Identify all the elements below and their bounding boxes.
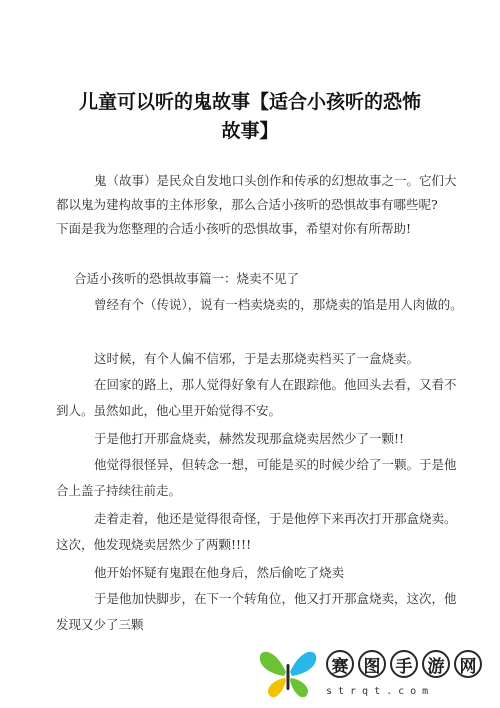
body-line: 于是他加快脚步，在下一个转角位，他又打开那盒烧卖，这次，他 — [94, 591, 457, 606]
watermark-char: 游 — [422, 650, 450, 678]
butterfly-logo-icon — [256, 646, 320, 702]
body-line: 在回家的路上，那人觉得好象有人在跟踪他。他回头去看，又看不 — [94, 377, 457, 392]
watermark-char: 赛 — [326, 650, 354, 678]
body-line: 合上盖子持续往前走。 — [56, 483, 182, 498]
body-line: 于是他打开那盒烧卖，赫然发现那盒烧卖居然少了一颗!! — [94, 431, 405, 446]
intro-line: 都以鬼为建构故事的主体形象，那么合适小孩听的恐惧故事有哪些呢? — [56, 197, 438, 212]
watermark-domain: strqt.com — [326, 686, 435, 697]
body-line: 发现又少了三颗 — [56, 617, 144, 632]
title-line-1: 儿童可以听的鬼故事【适合小孩听的恐怖 — [78, 91, 421, 113]
title-line-2: 故事】 — [221, 120, 279, 142]
body-line: 他觉得很怪异，但转念一想，可能是买的时候少给了一颗。于是他 — [94, 457, 457, 472]
body-line: 走着走着，他还是觉得很奇怪，于是他停下来再次打开那盒烧卖。 — [94, 511, 457, 526]
watermark-name — [326, 650, 482, 678]
watermark-char: 手 — [390, 650, 418, 678]
body-line: 这时候，有个人偏不信邪，于是去那烧卖档买了一盒烧卖。 — [94, 351, 420, 366]
body-line: 他开始怀疑有鬼跟在他身后，然后偷吃了烧卖 — [94, 565, 345, 580]
intro-line: 鬼（故事）是民众自发地口头创作和传承的幻想故事之一。它们大 — [94, 173, 457, 188]
body-line: 这次，他发现烧卖居然少了两颗!!!! — [56, 537, 252, 552]
document-title — [40, 88, 460, 146]
intro-line: 下面是我为您整理的合适小孩听的恐惧故事，希望对你有所帮助! — [56, 221, 412, 236]
body-line: 曾经有个（传说），说有一档卖烧卖的，那烧卖的馅是用人肉做的。 — [94, 297, 463, 312]
body-line: 到人。虽然如此，他心里开始觉得不安。 — [56, 403, 282, 418]
section-heading: 合适小孩听的恐惧故事篇一：烧卖不见了 — [74, 271, 300, 286]
watermark-char: 图 — [358, 650, 386, 678]
watermark-char: 网 — [454, 650, 482, 678]
site-watermark — [256, 646, 492, 704]
